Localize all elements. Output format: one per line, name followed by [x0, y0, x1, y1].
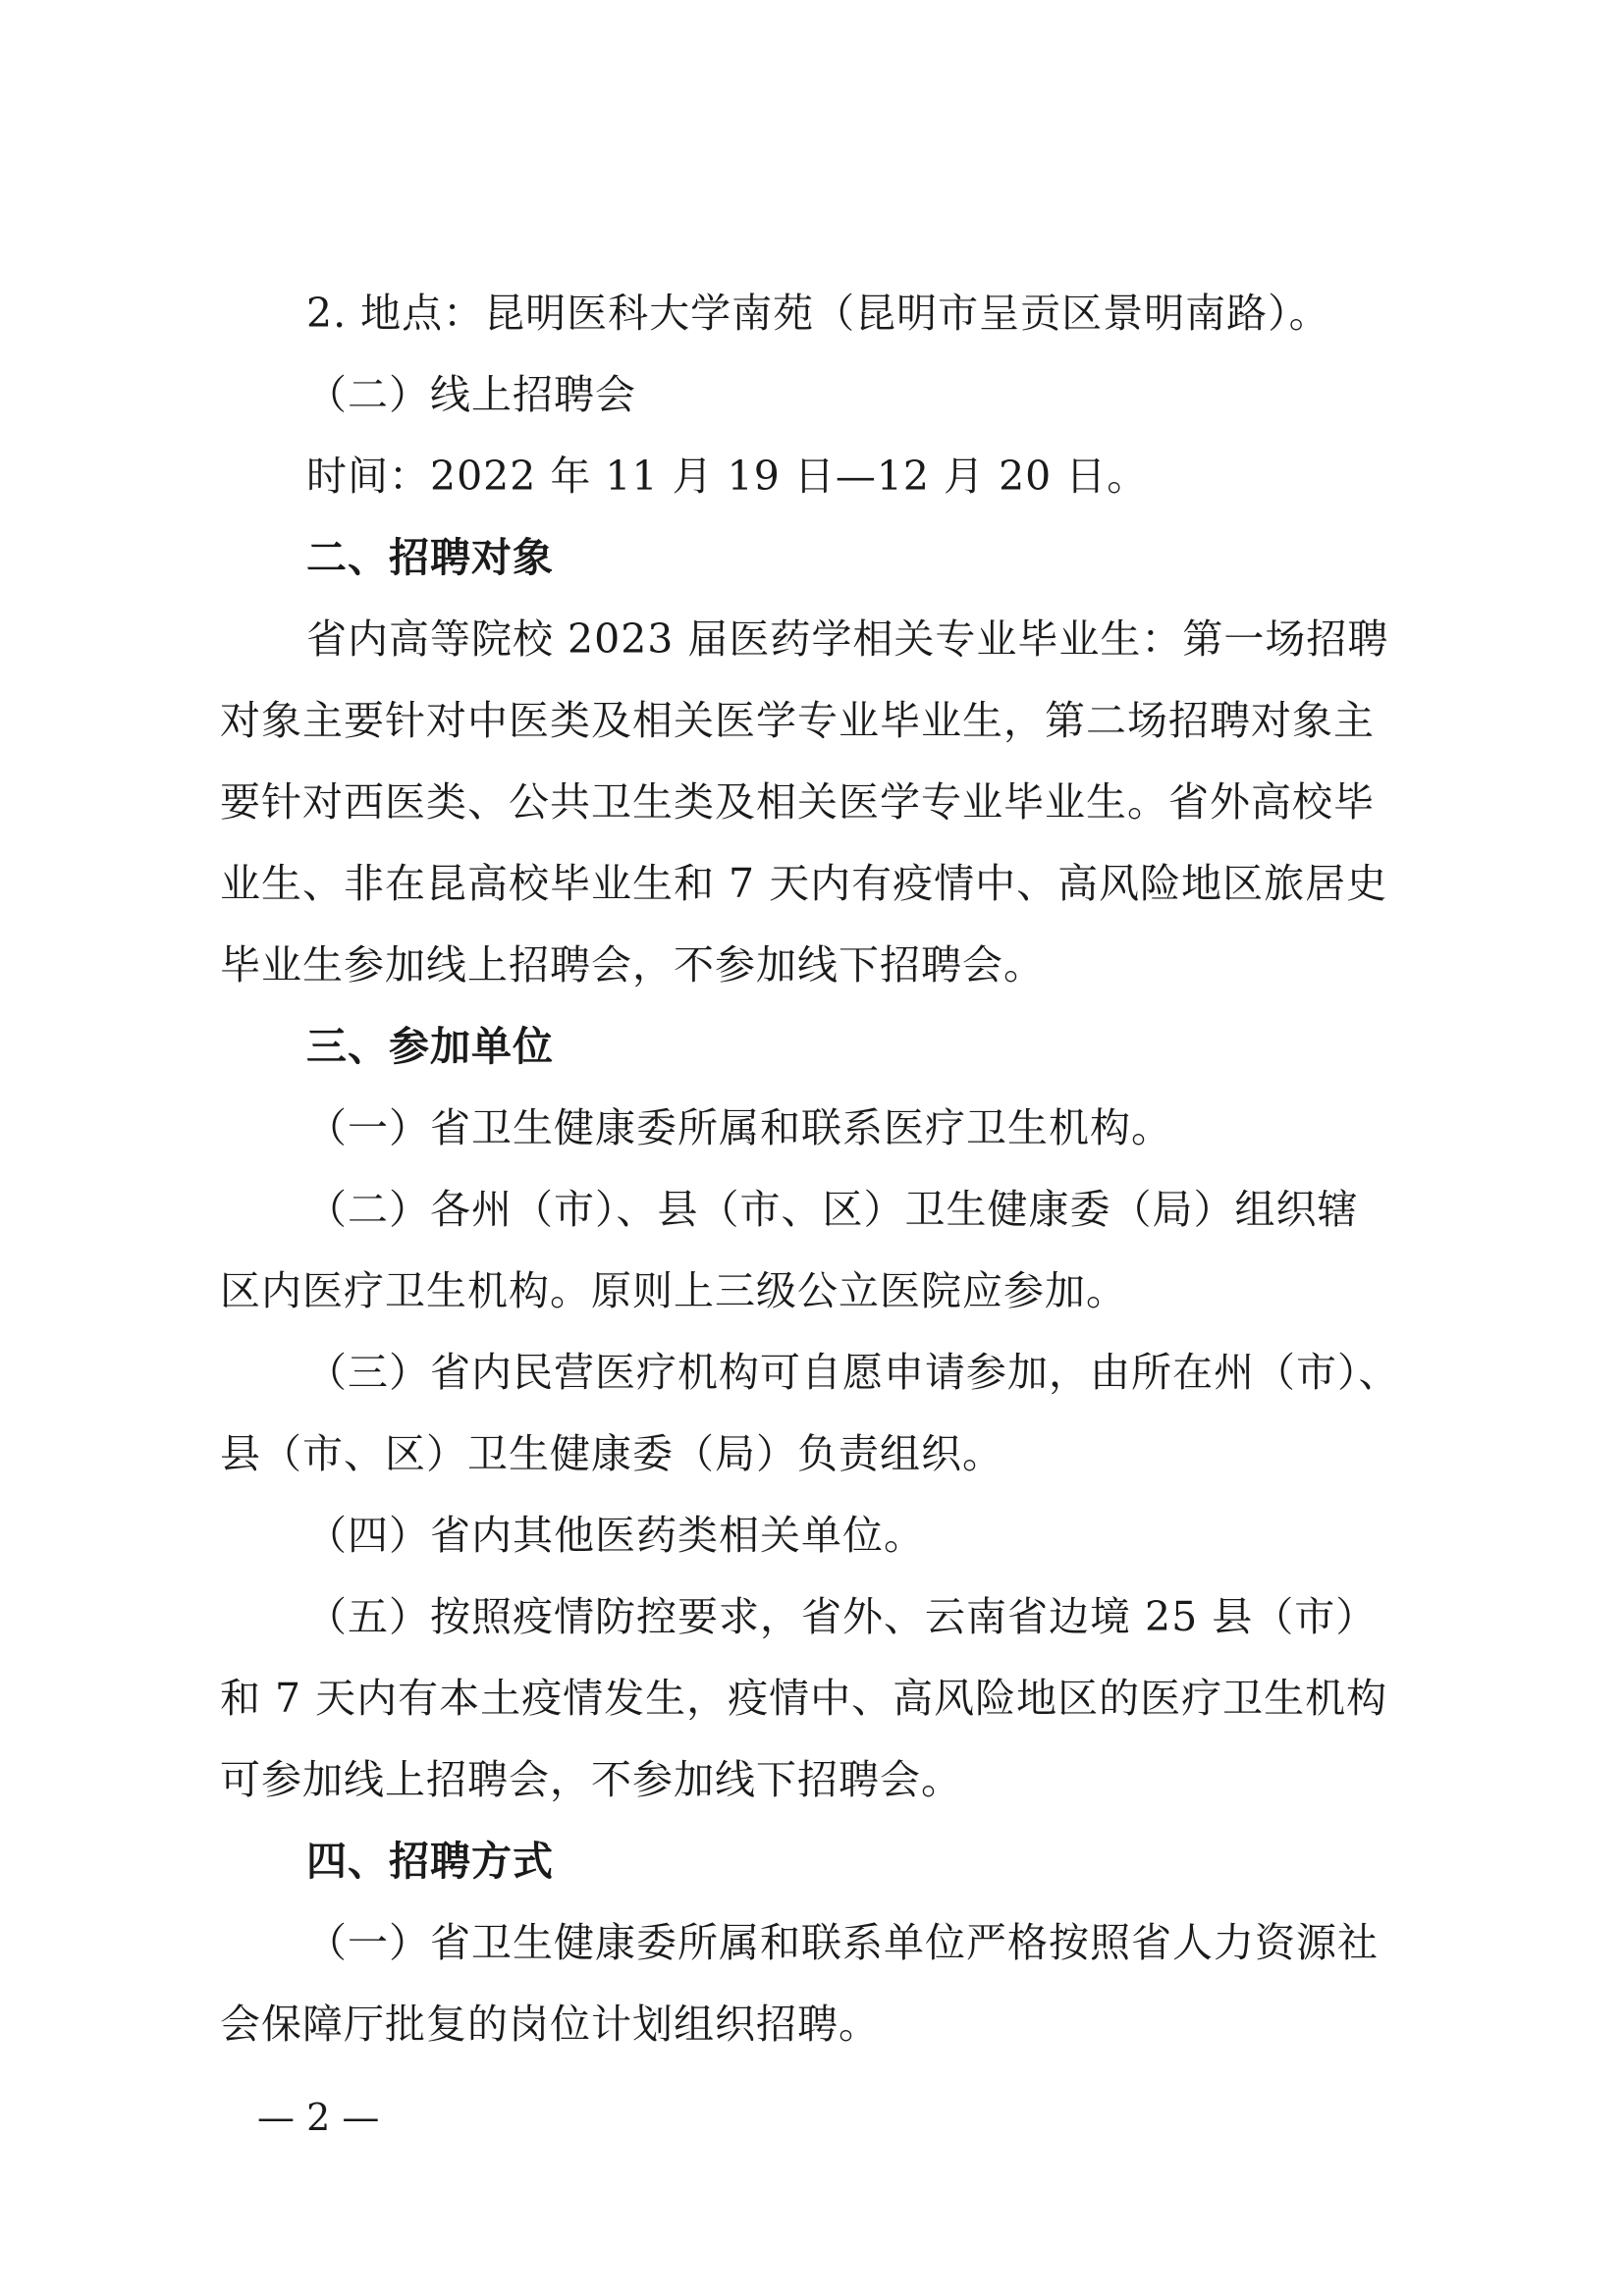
- page-number: — 2 —: [257, 2096, 380, 2139]
- section-heading: 二、招聘对象: [306, 534, 554, 581]
- text-line: （二）各州（市）、县（市、区）卫生健康委（局）组织辖: [306, 1186, 1359, 1233]
- text-line: 时间：2022 年 11 月 19 日—12 月 20 日。: [306, 453, 1149, 500]
- text-line: 区内医疗卫生机构。原则上三级公立医院应参加。: [220, 1267, 1127, 1314]
- section-heading: 四、招聘方式: [306, 1838, 554, 1885]
- text-line: （三）省内民营医疗机构可自愿申请参加，由所在州（市）、: [306, 1349, 1400, 1396]
- text-line: （一）省卫生健康委所属和联系医疗卫生机构。: [306, 1104, 1172, 1151]
- subsection-heading: （二）线上招聘会: [306, 371, 636, 418]
- text-line: 毕业生参加线上招聘会，不参加线下招聘会。: [220, 941, 1045, 988]
- text-line: 对象主要针对中医类及相关医学专业毕业生，第二场招聘对象主: [220, 697, 1375, 744]
- text-line: 省内高等院校 2023 届医药学相关专业毕业生：第一场招聘: [306, 615, 1389, 663]
- text-line: 要针对西医类、公共卫生类及相关医学专业毕业生。省外高校毕: [220, 778, 1375, 826]
- text-line: （一）省卫生健康委所属和联系单位严格按照省人力资源社: [306, 1919, 1379, 1966]
- document-body: [220, 273, 1428, 2065]
- text-line: 2. 地点：昆明医科大学南苑（昆明市呈贡区景明南路）。: [306, 290, 1330, 337]
- text-line: （四）省内其他医药类相关单位。: [306, 1512, 925, 1559]
- text-line: （五）按照疫情防控要求，省外、云南省边境 25 县（市）: [306, 1593, 1378, 1640]
- text-line: 业生、非在昆高校毕业生和 7 天内有疫情中、高风险地区旅居史: [220, 860, 1388, 907]
- text-line: 县（市、区）卫生健康委（局）负责组织。: [220, 1430, 1003, 1477]
- text-line: 和 7 天内有本土疫情发生，疫情中、高风险地区的医疗卫生机构: [220, 1675, 1388, 1722]
- text-line: 可参加线上招聘会，不参加线下招聘会。: [220, 1756, 962, 1803]
- text-line: 会保障厅批复的岗位计划组织招聘。: [220, 2001, 880, 2048]
- section-heading: 三、参加单位: [306, 1023, 554, 1070]
